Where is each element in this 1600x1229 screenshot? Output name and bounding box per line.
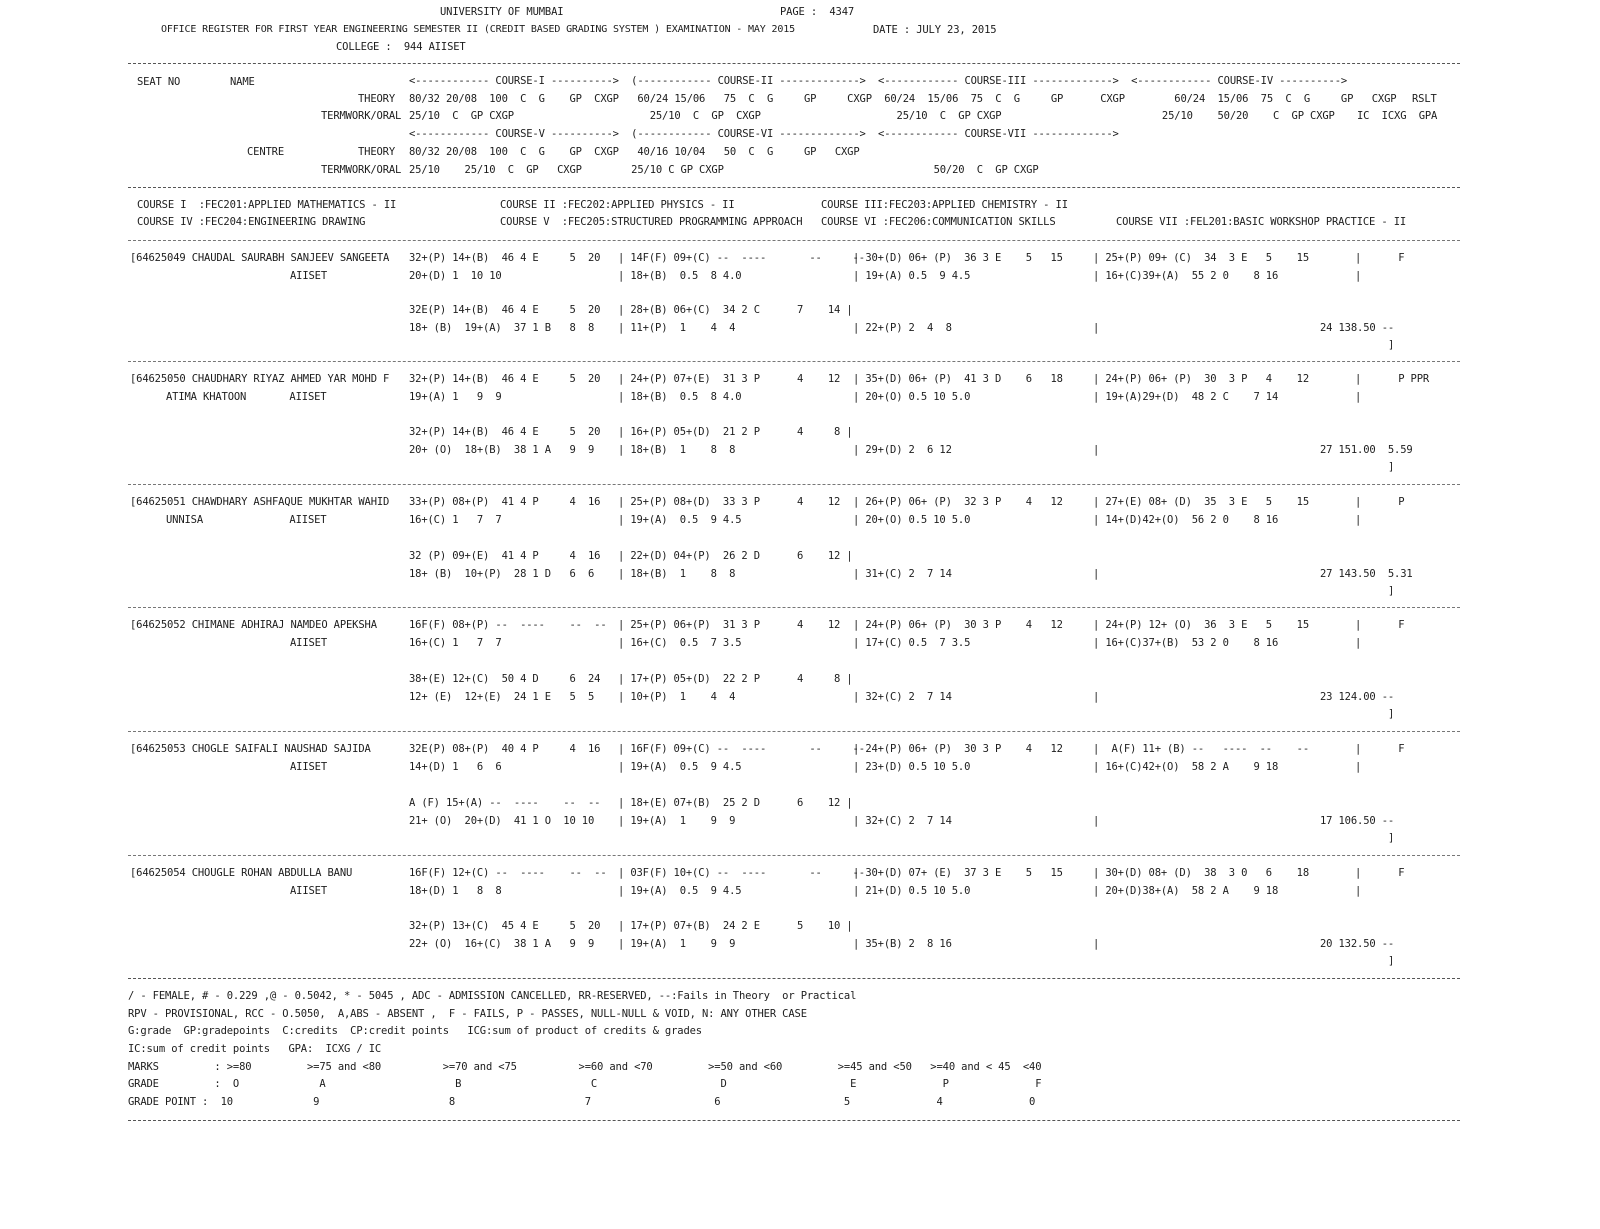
total-credits-gpa: 27 151.00 5.59 xyxy=(1320,444,1413,456)
course-4-termwork: | 16+(C)39+(A) 55 2 0 8 16 xyxy=(1093,270,1279,282)
course-7-termwork: | 32+(C) 2 7 14 xyxy=(853,691,952,703)
university-title: UNIVERSITY OF MUMBAI xyxy=(440,6,564,18)
student-seat-name: [64625050 CHAUDHARY RIYAZ AHMED YAR MOHD F xyxy=(130,373,390,385)
course-5-marks: 38+(E) 12+(C) 50 4 D 6 24 xyxy=(409,673,601,685)
course-name-4: COURSE IV :FEC204:ENGINEERING DRAWING xyxy=(137,216,366,228)
record-end-bracket: ] xyxy=(1388,461,1395,473)
course-2-marks: | 14F(F) 09+(C) -- ---- -- -- xyxy=(618,252,865,264)
course-7-termwork: | 32+(C) 2 7 14 xyxy=(853,815,952,827)
course-1-marks: 32E(P) 08+(P) 40 4 P 4 16 xyxy=(409,743,601,755)
name-header: NAME xyxy=(230,76,255,88)
course-2-termwork: | 19+(A) 0.5 9 4.5 xyxy=(618,761,742,773)
student-seat-name: [64625053 CHOGLE SAIFALI NAUSHAD SAJIDA xyxy=(130,743,371,755)
course-name-5: COURSE V :FEC205:STRUCTURED PROGRAMMING APPROACH xyxy=(500,216,803,228)
course-name-2: COURSE II :FEC202:APPLIED PHYSICS - II xyxy=(500,199,735,211)
course-6-termwork: | 10+(P) 1 4 4 xyxy=(618,691,736,703)
course-3-marks: | 30+(D) 07+ (E) 37 3 E 5 15 xyxy=(853,867,1063,879)
course-3-marks: | 35+(D) 06+ (P) 41 3 D 6 18 xyxy=(853,373,1063,385)
course-2-termwork: | 19+(A) 0.5 9 4.5 xyxy=(618,514,742,526)
course-5-marks: 32E(P) 14+(B) 46 4 E 5 20 xyxy=(409,304,601,316)
course-1-termwork: 14+(D) 1 6 6 xyxy=(409,761,502,773)
row-divider: | xyxy=(1093,815,1100,827)
theory-columns: 80/32 20/08 100 C G GP CXGP 60/24 15/06 75 C G GP CXGP 60/24 15/06 75 C G GP CXGP 60/24 15/06 75 C G GP CXGP xyxy=(409,93,1397,105)
result-header: RSLT xyxy=(1412,93,1437,105)
course-1-termwork: 19+(A) 1 9 9 xyxy=(409,391,502,403)
register-title: OFFICE REGISTER FOR FIRST YEAR ENGINEERING SEMESTER II (CREDIT BASED GRADING SYSTEM ) EXAMINATION - MAY 2015 xyxy=(161,24,796,35)
course-1-termwork: 20+(D) 1 10 10 xyxy=(409,270,502,282)
result-divider: | xyxy=(1355,270,1362,282)
course-3-marks: | 30+(D) 06+ (P) 36 3 E 5 15 xyxy=(853,252,1063,264)
course-1-marks: 32+(P) 14+(B) 46 4 E 5 20 xyxy=(409,373,601,385)
page-number: PAGE : 4347 xyxy=(780,6,855,18)
student-centre: AIISET xyxy=(290,761,328,773)
course-6-termwork: | 19+(A) 1 9 9 xyxy=(618,815,736,827)
result-divider: | xyxy=(1355,391,1362,403)
course-2-termwork: | 18+(B) 0.5 8 4.0 xyxy=(618,391,742,403)
course-2-termwork: | 19+(A) 0.5 9 4.5 xyxy=(618,885,742,897)
row-divider: | xyxy=(1093,691,1100,703)
termwork-columns: 25/10 C GP CXGP 25/10 C GP CXGP 25/10 C GP CXGP 25/10 50/20 C GP CXGP xyxy=(409,110,1335,122)
course-2-termwork: | 18+(B) 0.5 8 4.0 xyxy=(618,270,742,282)
course-4-marks: | 24+(P) 12+ (O) 36 3 E 5 15 xyxy=(1093,619,1310,631)
course-3-termwork: | 21+(D) 0.5 10 5.0 xyxy=(853,885,971,897)
course-5-marks: 32+(P) 13+(C) 45 4 E 5 20 xyxy=(409,920,601,932)
student-seat-name: [64625049 CHAUDAL SAURABH SANJEEV SANGEETA xyxy=(130,252,390,264)
course-6-termwork: | 18+(B) 1 8 8 xyxy=(618,444,736,456)
result-status: | F xyxy=(1355,867,1405,879)
course-3-termwork: | 20+(O) 0.5 10 5.0 xyxy=(853,514,971,526)
row-divider: | xyxy=(1093,322,1100,334)
divider xyxy=(128,855,1460,856)
course-3-termwork: | 17+(C) 0.5 7 3.5 xyxy=(853,637,971,649)
course-name-1: COURSE I :FEC201:APPLIED MATHEMATICS - II xyxy=(137,199,397,211)
course-4-termwork: | 20+(D)38+(A) 58 2 A 9 18 xyxy=(1093,885,1279,897)
course-4-termwork: | 16+(C)42+(O) 58 2 A 9 18 xyxy=(1093,761,1279,773)
course-group-header-2: <------------ COURSE-V ----------> (------------ COURSE-VI -------------> <------------ COURSE-VII -------------> xyxy=(409,128,1119,140)
result-divider: | xyxy=(1355,885,1362,897)
theory-label-2: THEORY xyxy=(358,146,396,158)
record-end-bracket: ] xyxy=(1388,339,1395,351)
course-3-marks: | 24+(P) 06+ (P) 30 3 P 4 12 xyxy=(853,619,1063,631)
divider xyxy=(128,731,1460,732)
student-centre: AIISET xyxy=(290,637,328,649)
total-credits-gpa: 20 132.50 -- xyxy=(1320,938,1395,950)
termwork-label-2: TERMWORK/ORAL xyxy=(321,164,402,176)
row-divider: | xyxy=(1093,444,1100,456)
divider xyxy=(128,978,1460,979)
grade-point-row: GRADE POINT : 10 9 8 7 6 5 4 0 xyxy=(128,1096,1036,1108)
course-group-header-1: <------------ COURSE-I ----------> (------------ COURSE-II -------------> <------------ COURSE-III -------------> <------------ COURSE-IV ----------> xyxy=(409,75,1348,87)
theory-columns-2: 80/32 20/08 100 C G GP CXGP 40/16 10/04 50 C G GP CXGP xyxy=(409,146,860,158)
record-end-bracket: ] xyxy=(1388,708,1395,720)
centre-header: CENTRE xyxy=(247,146,285,158)
course-7-termwork: | 35+(B) 2 8 16 xyxy=(853,938,952,950)
result-status: | F xyxy=(1355,619,1405,631)
grade-marks-row: MARKS : >=80 >=75 and <80 >=70 and <75 >=60 and <70 >=50 and <60 >=45 and <50 >=40 and < 45 <40 xyxy=(128,1061,1042,1073)
gpa-header: IC ICXG GPA xyxy=(1357,110,1438,122)
result-status: | P xyxy=(1355,496,1405,508)
course-name-3: COURSE III:FEC203:APPLIED CHEMISTRY - II xyxy=(821,199,1068,211)
course-6-marks: | 28+(B) 06+(C) 34 2 C 7 14 | xyxy=(618,304,853,316)
result-divider: | xyxy=(1355,514,1362,526)
row-divider: | xyxy=(1093,938,1100,950)
course-1-termwork: 16+(C) 1 7 7 xyxy=(409,637,502,649)
record-end-bracket: ] xyxy=(1388,832,1395,844)
college-name: COLLEGE : 944 AIISET xyxy=(336,41,466,53)
termwork-label: TERMWORK/ORAL xyxy=(321,110,402,122)
student-name-cont-centre: UNNISA AIISET xyxy=(166,514,327,526)
course-7-termwork: | 29+(D) 2 6 12 xyxy=(853,444,952,456)
result-divider: | xyxy=(1355,761,1362,773)
course-2-marks: | 03F(F) 10+(C) -- ---- -- -- xyxy=(618,867,865,879)
course-4-marks: | A(F) 11+ (B) -- ---- -- -- xyxy=(1093,743,1310,755)
course-5-termwork: 18+ (B) 10+(P) 28 1 D 6 6 xyxy=(409,568,595,580)
course-5-termwork: 21+ (O) 20+(D) 41 1 O 10 10 xyxy=(409,815,595,827)
course-4-marks: | 25+(P) 09+ (C) 34 3 E 5 15 xyxy=(1093,252,1310,264)
course-2-marks: | 16F(F) 09+(C) -- ---- -- -- xyxy=(618,743,865,755)
divider xyxy=(128,607,1460,608)
course-4-marks: | 24+(P) 06+ (P) 30 3 P 4 12 xyxy=(1093,373,1310,385)
total-credits-gpa: 17 106.50 -- xyxy=(1320,815,1395,827)
course-name-7: COURSE VII :FEL201:BASIC WORKSHOP PRACTICE - II xyxy=(1116,216,1407,228)
legend-line-3: G:grade GP:gradepoints C:credits CP:credit points ICG:sum of product of credits & grades xyxy=(128,1025,702,1037)
course-5-termwork: 20+ (O) 18+(B) 38 1 A 9 9 xyxy=(409,444,595,456)
student-centre: AIISET xyxy=(290,885,328,897)
result-status: | P PPR xyxy=(1355,373,1430,385)
course-6-marks: | 22+(D) 04+(P) 26 2 D 6 12 | xyxy=(618,550,853,562)
course-5-marks: 32+(P) 14+(B) 46 4 E 5 20 xyxy=(409,426,601,438)
course-4-marks: | 27+(E) 08+ (D) 35 3 E 5 15 xyxy=(1093,496,1310,508)
course-2-marks: | 25+(P) 06+(P) 31 3 P 4 12 xyxy=(618,619,841,631)
course-1-marks: 32+(P) 14+(B) 46 4 E 5 20 xyxy=(409,252,601,264)
course-1-marks: 16F(F) 08+(P) -- ---- -- -- xyxy=(409,619,607,631)
course-4-termwork: | 19+(A)29+(D) 48 2 C 7 14 xyxy=(1093,391,1279,403)
row-divider: | xyxy=(1093,568,1100,580)
seat-no-header: SEAT NO xyxy=(137,76,181,88)
course-3-termwork: | 19+(A) 0.5 9 4.5 xyxy=(853,270,971,282)
course-4-termwork: | 14+(D)42+(O) 56 2 0 8 16 xyxy=(1093,514,1279,526)
course-3-termwork: | 23+(D) 0.5 10 5.0 xyxy=(853,761,971,773)
course-6-marks: | 16+(P) 05+(D) 21 2 P 4 8 | xyxy=(618,426,853,438)
course-6-termwork: | 19+(A) 1 9 9 xyxy=(618,938,736,950)
result-status: | F xyxy=(1355,743,1405,755)
course-3-termwork: | 20+(O) 0.5 10 5.0 xyxy=(853,391,971,403)
course-1-marks: 33+(P) 08+(P) 41 4 P 4 16 xyxy=(409,496,601,508)
course-3-marks: | 24+(P) 06+ (P) 30 3 P 4 12 xyxy=(853,743,1063,755)
course-6-termwork: | 11+(P) 1 4 4 xyxy=(618,322,736,334)
course-7-termwork: | 22+(P) 2 4 8 xyxy=(853,322,952,334)
result-divider: | xyxy=(1355,637,1362,649)
result-status: | F xyxy=(1355,252,1405,264)
course-5-marks: 32 (P) 09+(E) 41 4 P 4 16 xyxy=(409,550,601,562)
course-6-termwork: | 18+(B) 1 8 8 xyxy=(618,568,736,580)
student-seat-name: [64625054 CHOUGLE ROHAN ABDULLA BANU xyxy=(130,867,353,879)
course-6-marks: | 17+(P) 05+(D) 22 2 P 4 8 | xyxy=(618,673,853,685)
course-4-termwork: | 16+(C)37+(B) 53 2 0 8 16 xyxy=(1093,637,1279,649)
course-6-marks: | 17+(P) 07+(B) 24 2 E 5 10 | xyxy=(618,920,853,932)
course-4-marks: | 30+(D) 08+ (D) 38 3 0 6 18 xyxy=(1093,867,1310,879)
divider xyxy=(128,484,1460,485)
course-2-marks: | 24+(P) 07+(E) 31 3 P 4 12 xyxy=(618,373,841,385)
course-1-marks: 16F(F) 12+(C) -- ---- -- -- xyxy=(409,867,607,879)
legend-line-4: IC:sum of credit points GPA: ICXG / IC xyxy=(128,1043,382,1055)
register-date: DATE : JULY 23, 2015 xyxy=(873,24,997,36)
grade-letter-row: GRADE : O A B C D E P F xyxy=(128,1078,1042,1090)
record-end-bracket: ] xyxy=(1388,585,1395,597)
student-seat-name: [64625051 CHAWDHARY ASHFAQUE MUKHTAR WAHID xyxy=(130,496,390,508)
divider xyxy=(128,1120,1460,1121)
course-name-6: COURSE VI :FEC206:COMMUNICATION SKILLS xyxy=(821,216,1056,228)
course-7-termwork: | 31+(C) 2 7 14 xyxy=(853,568,952,580)
divider xyxy=(128,361,1460,362)
divider xyxy=(128,240,1460,241)
divider xyxy=(128,63,1460,64)
course-1-termwork: 16+(C) 1 7 7 xyxy=(409,514,502,526)
course-3-marks: | 26+(P) 06+ (P) 32 3 P 4 12 xyxy=(853,496,1063,508)
course-5-termwork: 22+ (O) 16+(C) 38 1 A 9 9 xyxy=(409,938,595,950)
record-end-bracket: ] xyxy=(1388,955,1395,967)
course-5-marks: A (F) 15+(A) -- ---- -- -- xyxy=(409,797,601,809)
divider xyxy=(128,187,1460,188)
theory-label: THEORY xyxy=(358,93,396,105)
course-2-marks: | 25+(P) 08+(D) 33 3 P 4 12 xyxy=(618,496,841,508)
course-5-termwork: 12+ (E) 12+(E) 24 1 E 5 5 xyxy=(409,691,595,703)
termwork-columns-2: 25/10 25/10 C GP CXGP 25/10 C GP CXGP 50/20 C GP CXGP xyxy=(409,164,1039,176)
course-6-marks: | 18+(E) 07+(B) 25 2 D 6 12 | xyxy=(618,797,853,809)
course-2-termwork: | 16+(C) 0.5 7 3.5 xyxy=(618,637,742,649)
course-1-termwork: 18+(D) 1 8 8 xyxy=(409,885,502,897)
total-credits-gpa: 24 138.50 -- xyxy=(1320,322,1395,334)
student-name-cont-centre: ATIMA KHATOON AIISET xyxy=(166,391,327,403)
student-seat-name: [64625052 CHIMANE ADHIRAJ NAMDEO APEKSHA xyxy=(130,619,377,631)
total-credits-gpa: 23 124.00 -- xyxy=(1320,691,1395,703)
student-centre: AIISET xyxy=(290,270,328,282)
legend-line-2: RPV - PROVISIONAL, RCC - O.5050, A,ABS - ABSENT , F - FAILS, P - PASSES, NULL-NULL & VOID, N: ANY OTHER CASE xyxy=(128,1008,807,1020)
total-credits-gpa: 27 143.50 5.31 xyxy=(1320,568,1413,580)
legend-line-1: / - FEMALE, # - 0.229 ,@ - 0.5042, * - 5045 , ADC - ADMISSION CANCELLED, RR-RESERVED, --:Fails in Theory or Practical xyxy=(128,990,857,1002)
course-5-termwork: 18+ (B) 19+(A) 37 1 B 8 8 xyxy=(409,322,595,334)
